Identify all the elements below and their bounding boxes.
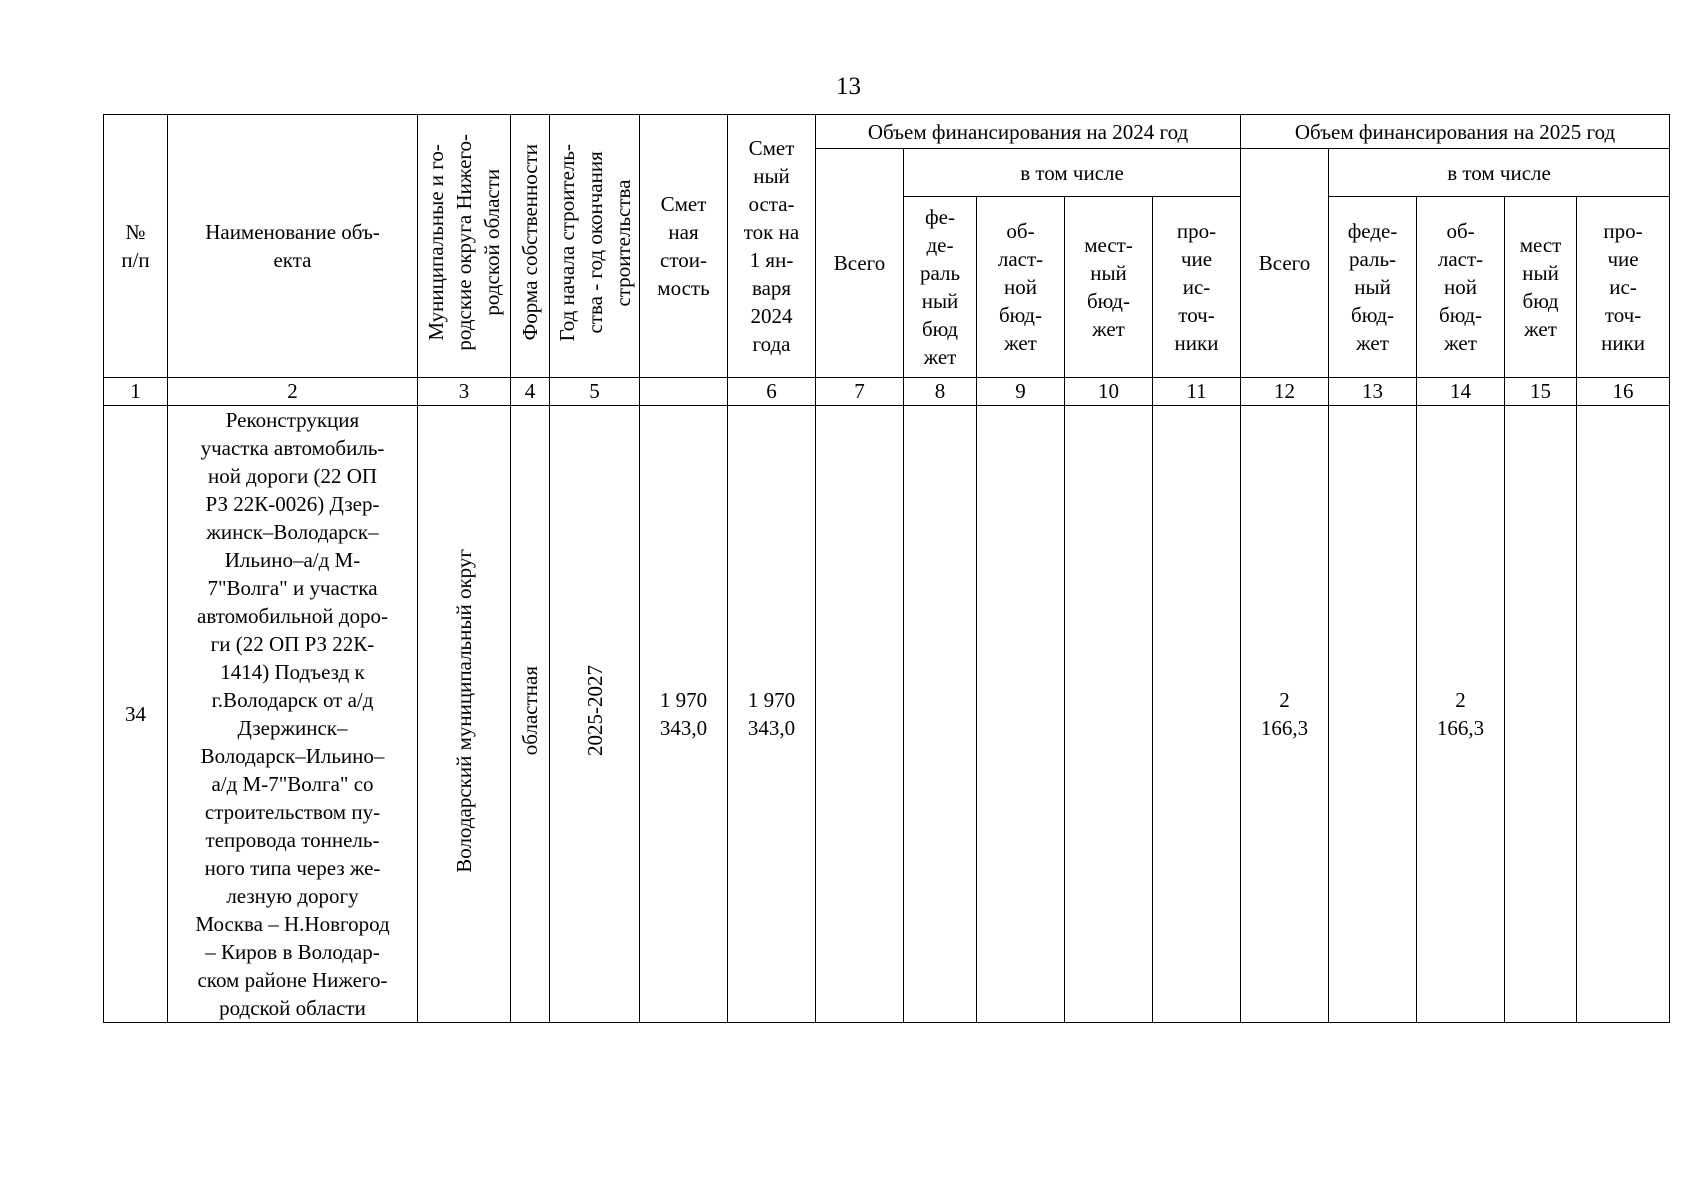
header-funding-2024: Объем финансирования на 2024 год bbox=[816, 115, 1241, 149]
header-federal-2024: фе- де- раль ный бюд жет bbox=[904, 197, 977, 378]
header-other-2025: про- чие ис- точ- ники bbox=[1577, 197, 1670, 378]
column-number: 14 bbox=[1417, 378, 1505, 406]
header-estimated-rest: Смет ный оста- ток на 1 ян- варя 2024 года bbox=[728, 115, 816, 378]
row-federal-2025 bbox=[1329, 406, 1417, 1023]
row-municipal: Володарский муниципальный округ bbox=[452, 548, 476, 873]
row-regional-2024 bbox=[977, 406, 1065, 1023]
column-number: 11 bbox=[1153, 378, 1241, 406]
header-regional-2024: об- ласт- ной бюд- жет bbox=[977, 197, 1065, 378]
header-num: № п/п bbox=[104, 115, 168, 378]
financing-table bbox=[103, 114, 1670, 1023]
header-regional-2025: об- ласт- ной бюд- жет bbox=[1417, 197, 1505, 378]
header-funding-2025: Объем финансирования на 2025 год bbox=[1241, 115, 1670, 149]
row-other-2024 bbox=[1153, 406, 1241, 1023]
column-number: 1 bbox=[104, 378, 168, 406]
column-number: 2 bbox=[168, 378, 418, 406]
row-ownership-cell bbox=[511, 406, 550, 1023]
header-ownership: Форма собственности bbox=[518, 144, 542, 341]
column-number bbox=[640, 378, 728, 406]
page-number: 13 bbox=[836, 73, 861, 100]
row-ownership: областная bbox=[518, 665, 542, 756]
header-federal-2025: феде- раль- ный бюд- жет bbox=[1329, 197, 1417, 378]
header-total-2024: Всего bbox=[816, 149, 904, 378]
row-years-cell bbox=[550, 406, 640, 1023]
row-name: Реконструкция участка автомобиль- ной дороги (22 ОП РЗ 22К-0026) Дзер- жинск–Володарск– Ильино–а/д М- 7"Волга" и участка автомобильной доро- ги (22 ОП РЗ 22К- 1414) Подъезд к г.Володарск от а/д Дзержинск– Володарск–Ильино– а/д М-7"Волга" со строительством пу- тепровода тоннель- ного типа через же- лезную дорогу Москва – Н.Новгород – Киров в Володар- ском районе Нижего- родской области bbox=[168, 406, 418, 1023]
header-years: Год начала строитель- ства - год окончания строительства bbox=[554, 143, 635, 342]
row-total-2025: 2 166,3 bbox=[1241, 406, 1329, 1023]
header-total-2025: Всего bbox=[1241, 149, 1329, 378]
header-including-2025: в том числе bbox=[1329, 149, 1670, 197]
row-federal-2024 bbox=[904, 406, 977, 1023]
header-other-2024: про- чие ис- точ- ники bbox=[1153, 197, 1241, 378]
column-number: 15 bbox=[1505, 378, 1577, 406]
header-municipal-cell bbox=[418, 115, 511, 378]
row-municipal-cell bbox=[418, 406, 511, 1023]
row-estimated-cost: 1 970 343,0 bbox=[640, 406, 728, 1023]
row-other-2025 bbox=[1577, 406, 1670, 1023]
header-including-2024: в том числе bbox=[904, 149, 1241, 197]
column-number: 13 bbox=[1329, 378, 1417, 406]
column-number: 10 bbox=[1065, 378, 1153, 406]
column-number: 16 bbox=[1577, 378, 1670, 406]
column-number: 7 bbox=[816, 378, 904, 406]
row-num: 34 bbox=[104, 406, 168, 1023]
column-number: 4 bbox=[511, 378, 550, 406]
header-years-cell bbox=[550, 115, 640, 378]
header-municipal: Муниципальные и го- родские округа Нижего- родской области bbox=[424, 134, 504, 351]
column-number: 8 bbox=[904, 378, 977, 406]
column-number: 3 bbox=[418, 378, 511, 406]
row-local-2025 bbox=[1505, 406, 1577, 1023]
row-years: 2025-2027 bbox=[582, 665, 607, 756]
header-row-1 bbox=[104, 115, 1670, 149]
column-number: 12 bbox=[1241, 378, 1329, 406]
column-number: 9 bbox=[977, 378, 1065, 406]
column-number: 5 bbox=[550, 378, 640, 406]
row-estimated-rest: 1 970 343,0 bbox=[728, 406, 816, 1023]
column-number: 6 bbox=[728, 378, 816, 406]
header-name: Наименование объ- екта bbox=[168, 115, 418, 378]
row-local-2024 bbox=[1065, 406, 1153, 1023]
header-ownership-cell bbox=[511, 115, 550, 378]
header-local-2024: мест- ный бюд- жет bbox=[1065, 197, 1153, 378]
column-numbers-row bbox=[104, 378, 1670, 406]
row-regional-2025: 2 166,3 bbox=[1417, 406, 1505, 1023]
header-local-2025: мест ный бюд жет bbox=[1505, 197, 1577, 378]
table-row bbox=[104, 406, 1670, 1023]
header-estimated-cost: Смет ная стои- мость bbox=[640, 115, 728, 378]
row-total-2024 bbox=[816, 406, 904, 1023]
